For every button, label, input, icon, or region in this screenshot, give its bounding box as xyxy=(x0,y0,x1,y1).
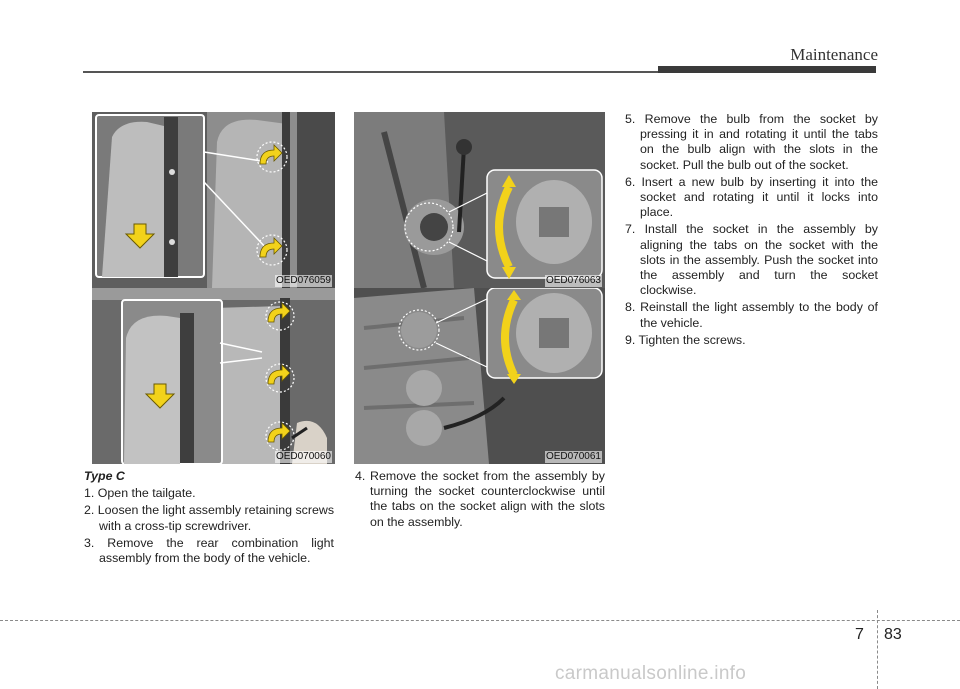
section-title: Type C xyxy=(84,469,125,483)
figure-code: OED076059 xyxy=(275,275,331,286)
figure-tail-lamp-screws-lower xyxy=(92,288,335,464)
step-9: 9. Tighten the screws. xyxy=(625,332,746,347)
chapter-number: 7 xyxy=(855,626,864,643)
page-number: 83 xyxy=(884,626,902,643)
section-header: Maintenance xyxy=(790,45,878,64)
figure-socket-removal-lower xyxy=(354,288,605,464)
left-text-column xyxy=(84,469,334,568)
figure-code: OED070060 xyxy=(275,451,331,462)
figure-code: OED070061 xyxy=(545,451,601,462)
header-accent-bar xyxy=(658,66,876,73)
step-5: 5. Remove the bulb from the socket by pressing it in and rotating it until the tabs on the bulb align with the slots in the socket. Pull the bulb out of the socket. xyxy=(625,112,878,172)
step-6: 6. Insert a new bulb by inserting it into the socket and rotating it until it locks into place. xyxy=(625,174,878,220)
watermark: carmanualsonline.info xyxy=(555,663,747,684)
step-7: 7. Install the socket in the assembly by aligning the tabs on the socket with the slots in the assembly. Push the socket into the assembly and turn the socket clockwise. xyxy=(625,222,878,298)
figure-tail-lamp-screws-upper xyxy=(92,112,335,288)
step-8: 8. Reinstall the light assembly to the body of the vehicle. xyxy=(625,300,878,330)
middle-text-column xyxy=(355,469,605,532)
step-4: 4. Remove the socket from the assembly by turning the socket counterclockwise until the tabs on the socket align with the slots on the assembly. xyxy=(355,469,605,529)
step-3: 3. Remove the rear combination light assembly from the body of the vehicle. xyxy=(84,535,334,566)
footer-rule xyxy=(0,620,960,621)
right-text-column xyxy=(625,112,878,350)
figure-code: OED076063 xyxy=(545,275,601,286)
figure-socket-removal-upper xyxy=(354,112,605,288)
footer-divider xyxy=(877,610,878,689)
step-2: 2. Loosen the light assembly retaining screws with a cross-tip screwdriver. xyxy=(84,503,335,533)
step-1: 1. Open the tailgate. xyxy=(84,486,196,501)
